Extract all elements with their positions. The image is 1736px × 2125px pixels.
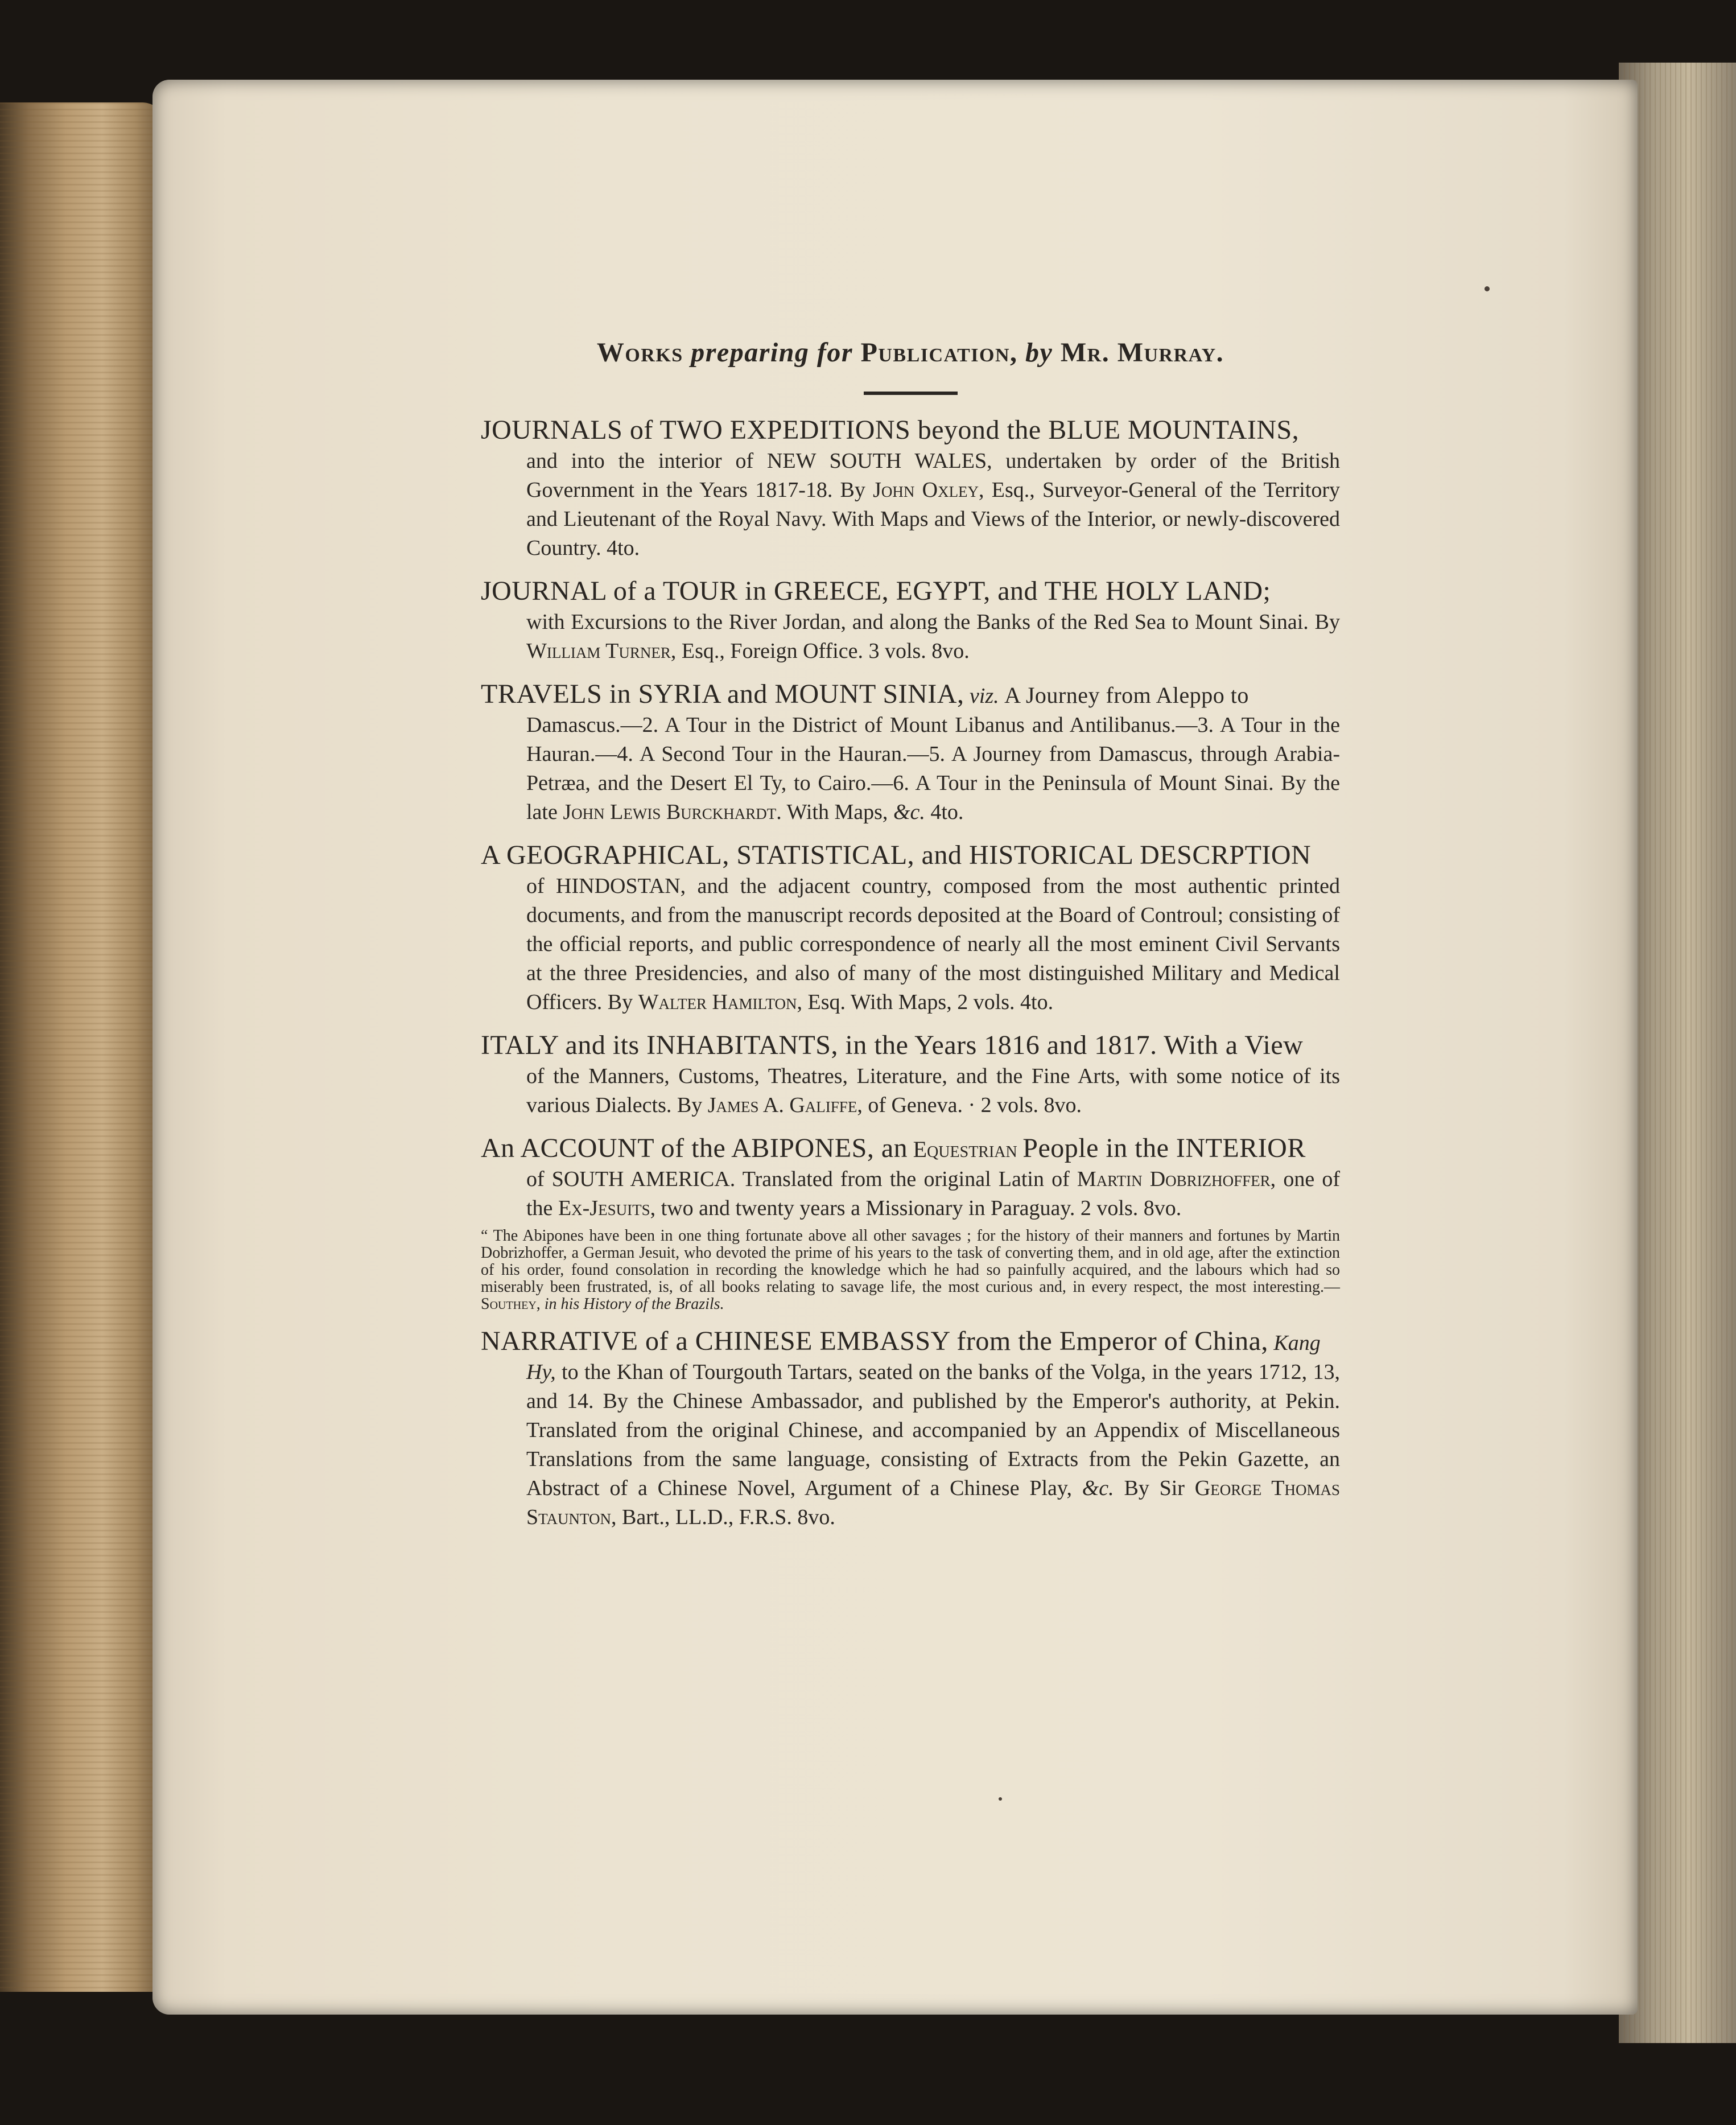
entry-title-end: A Journey from Aleppo to bbox=[1004, 682, 1249, 708]
quote-author: Southey, bbox=[481, 1295, 541, 1313]
entry-body: of the Manners, Customs, Theatres, Literature, and the Fine Arts, with some notice of its various Dialects. By bbox=[526, 1064, 1340, 1117]
entry-body: Damascus.—2. A Tour in the District of Mount Libanus and Antilibanus.—3. A Tour in the Hauran.—4. A Second Tour in the Hauran.—5. A Journey from Damascus, through Arabia-Petræa, and the Desert El Ty, to Cairo.—6. A Tour in the Peninsula of Mount Sinai. By the late bbox=[526, 713, 1340, 824]
ink-speck bbox=[1485, 286, 1490, 291]
entry-author: James A. Galiffe, bbox=[707, 1093, 863, 1117]
entry-body: with Excursions to the River Jordan, and along the Banks of the Red Sea to Mount Sinai. By bbox=[526, 610, 1340, 634]
entry-body-mid: With Maps, bbox=[786, 800, 888, 824]
heading-works: Works bbox=[596, 337, 683, 368]
entry-title: JOURNAL of a TOUR in GREECE, EGYPT, and THE HOLY LAND; bbox=[481, 576, 1271, 606]
entry-body-mid: By Sir bbox=[1124, 1476, 1185, 1500]
heading-mr-murray: Mr. Murray. bbox=[1060, 337, 1224, 368]
quote-source: in his History of the Brazils. bbox=[544, 1295, 724, 1313]
entry-body-mid: one of the bbox=[526, 1167, 1340, 1220]
entry-body-italic: &c. bbox=[893, 800, 925, 824]
entry-hindostan bbox=[481, 841, 1340, 1017]
entry-title: TRAVELS in SYRIA and MOUNT SINIA, bbox=[481, 679, 964, 709]
page-heading bbox=[481, 330, 1340, 376]
heading-preparing-for: preparing for bbox=[691, 337, 853, 368]
entry-author: George Thomas Staunton, bbox=[526, 1476, 1341, 1529]
entry-title: An ACCOUNT of the ABIPONES, an bbox=[481, 1133, 908, 1163]
entry-italy bbox=[481, 1031, 1340, 1120]
entry-author: William Turner, bbox=[526, 639, 677, 663]
entry-author: Walter Hamilton, bbox=[638, 990, 802, 1014]
entry-body-italic: &c. bbox=[1082, 1476, 1114, 1500]
entry-title: NARRATIVE of a CHINESE EMBASSY from the Emperor of China, bbox=[481, 1326, 1268, 1356]
entry-blue-mountains bbox=[481, 415, 1340, 563]
entry-chinese-embassy bbox=[481, 1327, 1340, 1532]
entry-title-italic: viz. bbox=[969, 684, 999, 708]
entry-body-italic-start: Hy, bbox=[526, 1360, 556, 1384]
entry-title: JOURNALS of TWO EXPEDITIONS beyond the BLUE MOUNTAINS, bbox=[481, 415, 1300, 445]
entry-holy-land bbox=[481, 576, 1340, 666]
entry-quotation bbox=[481, 1228, 1340, 1313]
entry-syria bbox=[481, 679, 1340, 827]
ink-speck bbox=[999, 1797, 1002, 1801]
entry-author: Martin Dobrizhoffer, bbox=[1077, 1167, 1276, 1191]
entry-body-end: Esq., Foreign Office. 3 vols. 8vo. bbox=[681, 639, 970, 663]
entry-body: and into the interior of NEW SOUTH WALES, undertaken by order of the British Government in the Years 1817-18. By bbox=[526, 449, 1340, 502]
entry-author: John Lewis Burckhardt. bbox=[563, 800, 782, 824]
heading-by: by bbox=[1025, 337, 1053, 368]
entry-body-end: Bart., LL.D., F.R.S. 8vo. bbox=[621, 1505, 835, 1529]
quote-text: “ The Abipones have been in one thing fortunate above all other savages ; for the history of their manners and fortunes by Martin Dobrizhoffer, a German Jesuit, who devoted the prime of his years to the task of converting them, and in old age, after the extinction of his order, found consolation in recording the knowledge which he had so painfully acquired, and the labours which had so miserably been frustrated, is, of all books relating to savage life, the most curious and, in every respect, the most interesting.— bbox=[481, 1227, 1340, 1296]
entry-body: to the Khan of Tourgouth Tartars, seated on the banks of the Volga, in the years 1712, 13, and 14. By the Chinese Ambassador, and published by the Emperor's authority, at Pekin. Translated from the original Chinese, and accompanied by an Appendix of Miscellaneous Translations from the same language, consisting of Extracts from the Pekin Gazette, an Abstract of a Chinese Novel, Argument of a Chinese Play, bbox=[526, 1360, 1341, 1500]
entry-body-end: 4to. bbox=[930, 800, 964, 824]
heading-rule bbox=[864, 392, 958, 395]
entry-body-end: Esq. With Maps, 2 vols. 4to. bbox=[807, 990, 1054, 1014]
entry-title-end: People in the INTERIOR bbox=[1022, 1133, 1306, 1163]
entry-title: A GEOGRAPHICAL, STATISTICAL, and HISTORICAL DESCRPTION bbox=[481, 840, 1312, 870]
entry-body-end: of Geneva. · 2 vols. 8vo. bbox=[868, 1093, 1082, 1117]
entry-body-end: Esq., Surveyor-General of the Territory and Lieutenant of the Royal Navy. With Maps and Views of the Interior, or newly-discovered Country. 4to. bbox=[526, 478, 1340, 560]
entry-title: ITALY and its INHABITANTS, in the Years 1816 and 1817. With a View bbox=[481, 1030, 1304, 1060]
entry-author: John Oxley, bbox=[873, 478, 984, 502]
entry-author-secondary: Ex-Jesuits, bbox=[558, 1196, 656, 1220]
heading-publication: Publication, bbox=[860, 337, 1018, 368]
entry-title-italic: Kang bbox=[1273, 1331, 1321, 1355]
entry-abipones bbox=[481, 1134, 1340, 1313]
entry-body: of HINDOSTAN, and the adjacent country, composed from the most authentic printed documents, and from the manuscript records deposited at the Board of Controul; consisting of the official reports, and public correspondence of nearly all the most eminent Civil Servants at the three Presidencies, and also of many of the most distinguished Military and Medical Officers. By bbox=[526, 874, 1340, 1014]
page-content bbox=[481, 330, 1340, 1546]
book-page-edges-left bbox=[0, 102, 165, 1992]
entry-body: of SOUTH AMERICA. Translated from the original Latin of bbox=[526, 1167, 1070, 1191]
entry-title-smallcaps: Equestrian bbox=[913, 1136, 1017, 1162]
entry-body-end: two and twenty years a Missionary in Paraguay. 2 vols. 8vo. bbox=[661, 1196, 1182, 1220]
